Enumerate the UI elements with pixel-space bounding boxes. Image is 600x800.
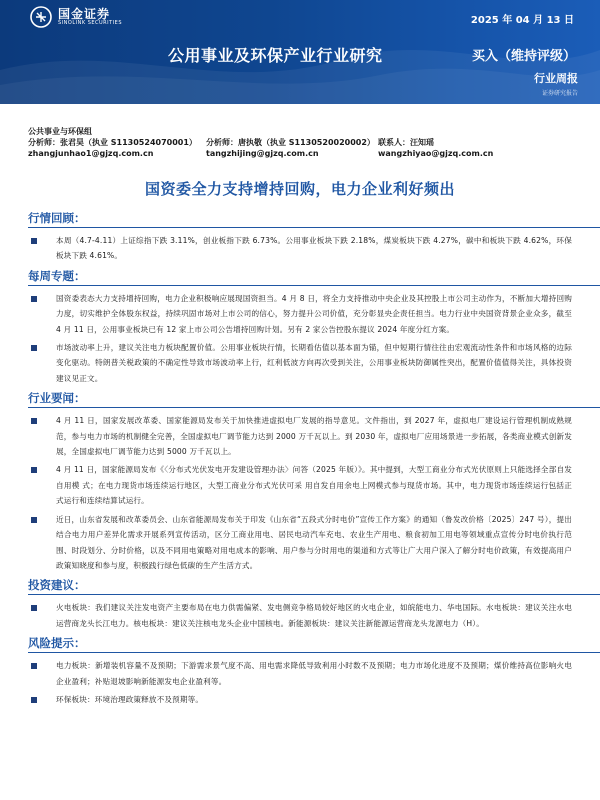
square-bullet-icon xyxy=(31,697,37,703)
item-text: 4 月 11 日，国家发展改革委、国家能源局发布关于加快推进虚拟电厂发展的指导意见。文件指出，到 2027 年，虚拟电厂建设运行管理机制成熟规范，参与电力市场的机制健全完善，全国虚拟电厂调节能力达到 2000 万千瓦以上。到 2030 年，虚拟电厂应用场景进一步拓展，各类商业模式创新发展，全国虚拟电厂调节能力达到 5000 万千瓦以上。 xyxy=(56,416,572,457)
list-item xyxy=(56,340,572,386)
list-item xyxy=(56,692,572,707)
list-item xyxy=(56,291,572,337)
item-text: 市场波动率上升，建议关注电力板块配置价值。公用事业板块行情，长期看估值以基本面为锚，但中短期行情往往由宏观流动性条件和市场风格的边际变化驱动。特朗普关税政策的不确定性导致市场波动率上行，红利低波方向再次受到关注，公用事业板块防御属性突出，配置价值值得关注，具体投资建议见正文。 xyxy=(56,343,572,383)
item-text: 环保板块：环境治理政策释放不及预期等。 xyxy=(56,694,204,704)
item-text: 电力板块：新增装机容量不及预期；下游需求景气度不高、用电需求降低导致利用小时数不及预期；电力市场化进度不及预期；煤价维持高位影响火电企业盈利；补贴退坡影响新能源发电企业盈利等。 xyxy=(56,661,572,686)
report-type: 行业周报 xyxy=(534,72,578,85)
report-header-banner xyxy=(0,0,600,104)
item-text: 本周（4.7-4.11）上证综指下跌 3.11%，创业板指下跌 6.73%。公用事业板块下跌 2.18%，煤炭板块下跌 4.27%，碳中和板块下跌 4.62%，环保板块下跌 4.61%。 xyxy=(56,236,572,261)
section-investment-advice xyxy=(28,577,572,631)
report-meta xyxy=(28,126,576,159)
section-title: 每周专题： xyxy=(28,268,572,286)
analyst-name: 分析师：唐执敬（执业 S1130520020002） xyxy=(206,138,375,147)
analyst-email[interactable]: zhangjunhao1@gjzq.com.cn xyxy=(28,149,154,158)
analyst-entry xyxy=(206,137,378,159)
square-bullet-icon xyxy=(31,418,37,424)
logo-name-en: SINOLINK SECURITIES xyxy=(58,19,122,26)
report-headline: 国资委全力支持增持回购，电力企业利好频出 xyxy=(144,180,455,198)
report-date: 2025 年 04 月 13 日 xyxy=(470,15,574,26)
list-item xyxy=(56,658,572,689)
section-title: 风险提示： xyxy=(28,635,572,653)
section-industry-news xyxy=(28,390,572,573)
section-weekly-topic xyxy=(28,268,572,386)
square-bullet-icon xyxy=(31,517,37,523)
contact-name: 联系人：汪知瑶 xyxy=(378,138,434,147)
list-item xyxy=(56,233,572,264)
list-item xyxy=(56,600,572,631)
item-text: 国资委表态大力支持增持回购，电力企业积极响应展现国资担当。4 月 8 日，将全力支持推动中央企业及其控股上市公司主动作为，不断加大增持回购力度，切实维护全体股东权益，持续巩固市场对上市公司的信心，努力提升公司价值，充分彰显央企责任担当。电力行业中央国资背景企业众多，截至 4 月 11 日，公用事业板块已有 12 家上市公司公告增持回购计划。另有 2 家公告控股东提议 2024 年度分红方案。 xyxy=(56,293,572,334)
analyst-entry xyxy=(28,137,206,159)
analyst-name: 分析师：张君昊（执业 S1130524070001） xyxy=(28,138,197,147)
list-item xyxy=(56,512,572,574)
investment-rating: 买入（维持评级） xyxy=(472,49,577,64)
analyst-email[interactable]: tangzhijing@gjzq.com.cn xyxy=(206,149,319,158)
section-title: 行业要闻： xyxy=(28,390,572,408)
section-market-review xyxy=(28,210,572,264)
sinolink-logo xyxy=(30,6,122,28)
section-title: 行情回顾： xyxy=(28,210,572,228)
square-bullet-icon xyxy=(31,296,37,302)
square-bullet-icon xyxy=(31,345,37,351)
contact-email[interactable]: wangzhiyao@gjzq.com.cn xyxy=(378,149,494,158)
item-text: 近日，山东省发展和改革委员会、山东省能源局发布关于印发《山东省“五段式分时电价”宣传工作方案》的通知（鲁发改价格〔2025〕247 号），提出结合电力用户差异化需求开展系列宣传活动，区分工商业用电、居民电动汽车充电、农业生产用电、粮食初加工用电等领域重点宣传分时电价执行范围、时段划分、分时价格，以及不同用电策略对用电成本的影响、用户参与分时用电的渠道和方式等让广大用户深入了解分时电价政策，有效提高用户政策知晓度和参与度，积极践行绿色低碳的生产生活方式。 xyxy=(56,514,572,570)
logo-name-cn: 国金证券 xyxy=(58,6,111,21)
sinolink-logo-icon xyxy=(30,6,52,28)
square-bullet-icon xyxy=(31,663,37,669)
square-bullet-icon xyxy=(31,467,37,473)
section-risk-warning xyxy=(28,635,572,707)
item-text: 火电板块：我们建议关注发电资产主要布局在电力供需偏紧、发电侧竞争格局较好地区的火电企业，如皖能电力、华电国际。水电板块：建议关注水电运营商龙头长江电力。核电板块：建议关注核电龙头企业中国核电。新能源板块：建议关注新能源运营商龙头龙源电力（H）。 xyxy=(56,603,572,628)
list-item xyxy=(56,462,572,508)
report-body xyxy=(28,210,572,711)
report-title: 公用事业及环保产业行业研究 xyxy=(168,46,383,65)
industry-group: 公共事业与环保组 xyxy=(28,127,92,136)
analyst-entry xyxy=(378,137,493,159)
item-text: 4 月 11 日，国家能源局发布《〈分布式光伏发电开发建设管理办法〉问答（2025 年版）》。其中提到，大型工商业分布式光伏原则上只能选择全部自发自用模 式；在电力现货市场连续运行地区，大型工商业分布式光伏可采 用自发自用余电上网模式参与现货市场。其中，电力现货市场连续运行包括正式运行和连续结算试运行。 xyxy=(56,465,572,506)
square-bullet-icon xyxy=(31,238,37,244)
section-title: 投资建议： xyxy=(28,577,572,595)
analyst-list xyxy=(28,137,576,159)
report-category: 证券研究报告 xyxy=(541,90,578,97)
square-bullet-icon xyxy=(31,605,37,611)
list-item xyxy=(56,413,572,459)
